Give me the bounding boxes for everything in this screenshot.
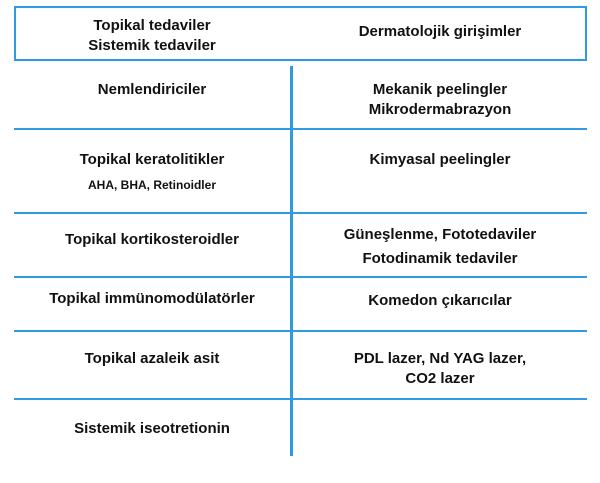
row-divider-4 — [14, 330, 587, 332]
header-right: Dermatolojik girişimler — [358, 23, 522, 40]
row-1-right-line-1: Mekanik peelingler — [372, 81, 508, 98]
row-1-left: Nemlendiriciler — [97, 81, 207, 98]
row-5-right-line-2: CO2 lazer — [405, 370, 475, 387]
row-5-right-line-1: PDL lazer, Nd YAG lazer, — [353, 350, 527, 367]
row-divider-2 — [14, 212, 587, 214]
row-1-right-line-2: Mikrodermabrazyon — [368, 101, 512, 118]
row-3-left: Topikal kortikosteroidler — [65, 231, 239, 248]
row-5-right — [293, 349, 587, 389]
header-left-line-2: Sistemik tedaviler — [88, 37, 216, 54]
row-1-right — [293, 80, 587, 120]
row-5-left: Topikal azaleik asit — [84, 350, 220, 367]
row-4-right: Komedon çıkarıcılar — [368, 292, 512, 309]
header-left-line-1: Topikal tedaviler — [93, 17, 211, 34]
row-6-left: Sistemik iseotretionin — [74, 420, 230, 437]
row-4-left: Topikal immünomodülatörler — [49, 290, 255, 307]
row-2-left-sub: AHA, BHA, Retinoidler — [87, 178, 216, 192]
row-divider-1 — [14, 128, 587, 130]
row-divider-5 — [14, 398, 587, 400]
row-2-left — [14, 150, 290, 193]
row-divider-3 — [14, 276, 587, 278]
header-left — [14, 16, 290, 56]
row-3-right-line-2: Fotodinamik tedaviler — [362, 250, 518, 267]
row-3-right-line-1: Güneşlenme, Fototedaviler — [343, 226, 537, 243]
row-3-right — [293, 225, 587, 269]
row-2-right: Kimyasal peelingler — [369, 151, 511, 168]
row-2-left-title: Topikal keratolitikler — [79, 151, 225, 168]
